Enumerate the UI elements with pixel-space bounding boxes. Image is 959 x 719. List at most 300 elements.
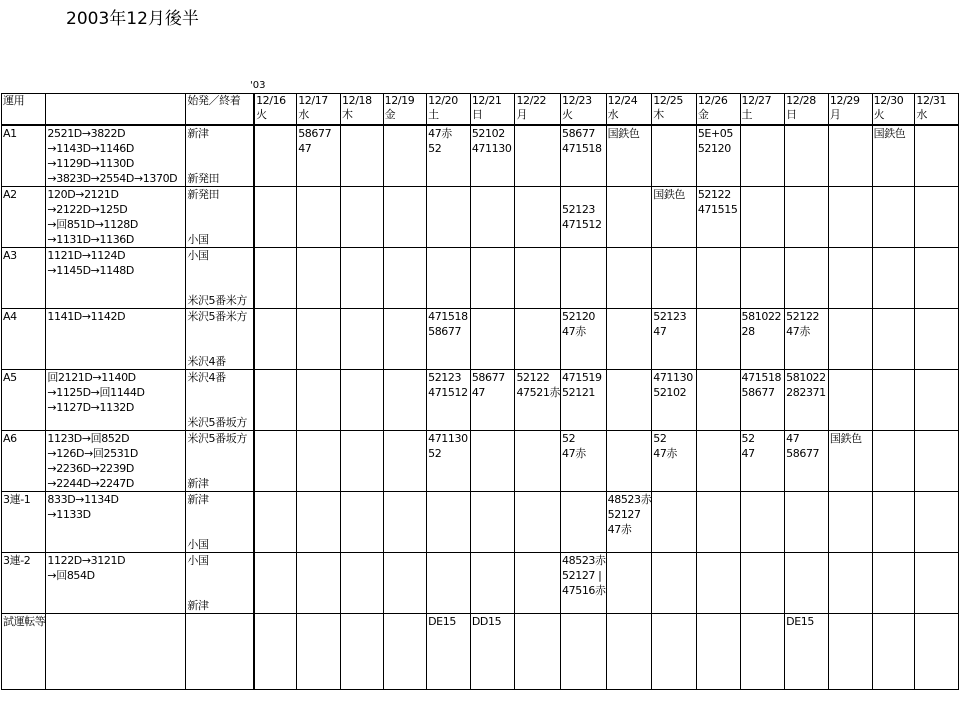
schedule-cell [828, 248, 872, 309]
schedule-cell [740, 370, 785, 431]
terminus-label: 米沢5番米方 [187, 294, 247, 307]
cell-line: 47赤 [562, 325, 586, 338]
schedule-cell [696, 431, 740, 492]
table-row [2, 125, 959, 187]
schedule-cell [297, 309, 341, 370]
table-row [2, 553, 959, 614]
schedule-cell [515, 187, 561, 248]
row-route [46, 248, 186, 309]
row-id-label: A6 [3, 432, 17, 445]
row-route [46, 125, 186, 187]
origin-terminus-box [187, 614, 253, 689]
schedule-cell [785, 309, 829, 370]
schedule-cell [652, 553, 697, 614]
route-line: →1129D→1130D [47, 157, 134, 170]
schedule-cell [561, 187, 607, 248]
table-row [2, 431, 959, 492]
cell-line: 471518 [428, 310, 468, 323]
schedule-cell [427, 614, 471, 690]
schedule-cell [515, 431, 561, 492]
schedule-cell [828, 431, 872, 492]
row-id [2, 431, 46, 492]
schedule-cell [785, 187, 829, 248]
schedule-cell [696, 187, 740, 248]
schedule-cell [828, 370, 872, 431]
date-label: 12/28 [786, 94, 816, 107]
schedule-cell [740, 614, 785, 690]
date-label: 12/16 [256, 94, 286, 107]
cell-line: 58677 [298, 127, 332, 140]
day-label: 土 [428, 108, 439, 121]
day-label: 月 [829, 108, 841, 121]
row-id [2, 248, 46, 309]
header-date-13 [785, 94, 829, 126]
cell-line: 28 [741, 325, 755, 338]
header-date-16 [915, 94, 959, 126]
day-label: 月 [516, 108, 528, 121]
schedule-cell [915, 431, 959, 492]
cell-line: 52123 [562, 203, 596, 216]
schedule-cell [254, 309, 297, 370]
row-origin-terminus [186, 125, 254, 187]
schedule-cell [740, 431, 785, 492]
row-id-label: A4 [3, 310, 17, 323]
origin-terminus-box [187, 309, 253, 369]
row-route [46, 553, 186, 614]
origin-label: 新発田 [187, 188, 220, 201]
schedule-cell [470, 187, 515, 248]
schedule-cell [427, 309, 471, 370]
cell-line: 58677 [786, 447, 820, 460]
schedule-cell [652, 431, 697, 492]
schedule-cell [561, 492, 607, 553]
schedule-cell [696, 370, 740, 431]
schedule-cell [383, 431, 426, 492]
schedule-cell [915, 614, 959, 690]
origin-terminus-box [187, 370, 253, 430]
schedule-cell [872, 431, 915, 492]
schedule-cell [341, 370, 384, 431]
cell-line: 52121 [562, 386, 596, 399]
cell-line: 47赤 [607, 523, 632, 536]
schedule-cell [740, 187, 785, 248]
date-label: 12/21 [471, 94, 502, 107]
schedule-cell [297, 553, 341, 614]
cell-line: 48523赤 [562, 554, 606, 567]
row-id [2, 370, 46, 431]
origin-label: 小国 [187, 249, 209, 262]
date-label: 12/31 [916, 94, 947, 107]
header-date-12 [740, 94, 785, 126]
schedule-cell [561, 125, 607, 187]
schedule-cell [652, 309, 697, 370]
schedule-cell [785, 431, 829, 492]
header-date-6 [470, 94, 515, 126]
schedule-cell [254, 553, 297, 614]
route-line: →回854D [47, 569, 95, 582]
schedule-cell [470, 125, 515, 187]
header-origin [186, 94, 254, 126]
terminus-label: 新発田 [187, 172, 220, 185]
schedule-cell [828, 309, 872, 370]
schedule-cell [915, 187, 959, 248]
schedule-cell [383, 614, 426, 690]
schedule-cell [561, 309, 607, 370]
origin-terminus-box [187, 187, 253, 247]
day-label: 火 [256, 108, 267, 121]
day-label: 金 [697, 108, 709, 121]
schedule-cell [515, 553, 561, 614]
schedule-cell [427, 125, 471, 187]
schedule-cell [785, 492, 829, 553]
schedule-cell [696, 309, 740, 370]
schedule-cell [297, 431, 341, 492]
cell-line: 47赤 [562, 447, 586, 460]
terminus-label: 小国 [187, 538, 209, 551]
schedule-cell [561, 248, 607, 309]
cell-line: 国鉄色 [873, 127, 906, 140]
schedule-cell [872, 492, 915, 553]
route-line: 1141D→1142D [47, 310, 126, 323]
row-id [2, 614, 46, 690]
cell-line: 58677 [741, 386, 775, 399]
cell-line: 47 [786, 432, 800, 445]
header-date-3 [341, 94, 384, 126]
route-line: 833D→1134D [47, 493, 119, 506]
cell-line: 52 [653, 432, 667, 445]
cell-line: 52127 [607, 508, 641, 521]
schedule-cell [561, 614, 607, 690]
schedule-cell [341, 248, 384, 309]
schedule-cell [696, 614, 740, 690]
schedule-cell [828, 614, 872, 690]
schedule-cell [470, 492, 515, 553]
schedule-cell [341, 187, 384, 248]
schedule-cell [254, 248, 297, 309]
route-line: 回2121D→1140D [47, 371, 136, 384]
cell-line: 国鉄色 [829, 432, 862, 445]
schedule-cell [341, 553, 384, 614]
cell-line: 48523赤 [607, 493, 652, 506]
row-id [2, 492, 46, 553]
header-date-9 [606, 94, 652, 126]
row-route [46, 614, 186, 690]
cell-line: 47 [471, 386, 486, 399]
cell-line: 国鉄色 [653, 188, 686, 201]
schedule-cell [254, 187, 297, 248]
schedule-cell [427, 553, 471, 614]
cell-line: 52 [428, 447, 442, 460]
cell-line: 52120 [562, 310, 596, 323]
schedule-cell [341, 614, 384, 690]
row-id-label: A2 [3, 188, 17, 201]
schedule-cell [427, 187, 471, 248]
header-unyo-label: 運用 [3, 94, 25, 107]
schedule-cell [427, 370, 471, 431]
header-origin-label: 始発／終着 [187, 94, 241, 107]
cell-line: 58677 [428, 325, 462, 338]
date-label: 12/29 [829, 94, 860, 107]
cell-line: 52123 [428, 371, 462, 384]
schedule-cell [872, 309, 915, 370]
schedule-cell [383, 248, 426, 309]
schedule-cell [915, 309, 959, 370]
schedule-cell [696, 492, 740, 553]
schedule-cell [470, 370, 515, 431]
header-date-11 [696, 94, 740, 126]
schedule-cell [383, 492, 426, 553]
schedule-cell [383, 125, 426, 187]
date-label: 12/22 [516, 94, 547, 107]
cell-line: 47赤 [653, 447, 678, 460]
table-row [2, 370, 959, 431]
schedule-cell [652, 187, 697, 248]
cell-line: DE15 [786, 615, 814, 628]
header-date-10 [652, 94, 697, 126]
schedule-cell [515, 309, 561, 370]
cell-line [562, 187, 606, 202]
schedule-cell [915, 492, 959, 553]
schedule-cell [785, 125, 829, 187]
schedule-cell [297, 187, 341, 248]
route-line: 1122D→3121D [47, 554, 126, 567]
row-id [2, 125, 46, 187]
header-unyo [2, 94, 46, 126]
origin-label: 米沢4番 [187, 371, 226, 384]
date-label: 12/20 [428, 94, 458, 107]
schedule-cell [561, 370, 607, 431]
day-label: 火 [562, 108, 573, 121]
header-date-14 [828, 94, 872, 126]
origin-terminus-box [187, 248, 253, 308]
cell-line: 471512 [428, 386, 468, 399]
schedule-cell [740, 309, 785, 370]
day-label: 日 [471, 108, 483, 121]
terminus-label: 新津 [187, 477, 209, 490]
cell-line: 581022 [786, 371, 826, 384]
date-label: 12/19 [384, 94, 415, 107]
cell-line: 52 [562, 432, 576, 445]
schedule-cell [740, 553, 785, 614]
cell-line: 471512 [562, 218, 602, 231]
day-label: 水 [607, 108, 619, 121]
header-date-15 [872, 94, 915, 126]
table-row [2, 492, 959, 553]
origin-label: 新津 [187, 127, 209, 140]
schedule-cell [606, 431, 652, 492]
schedule-cell [297, 370, 341, 431]
header-date-7 [515, 94, 561, 126]
cell-line: 471130 [471, 142, 512, 155]
schedule-cell [606, 614, 652, 690]
cell-line: 47 [653, 325, 667, 338]
schedule-cell [427, 248, 471, 309]
schedule-cell [515, 370, 561, 431]
cell-line: 471130 [653, 371, 693, 384]
date-label: 12/23 [562, 94, 592, 107]
row-route [46, 431, 186, 492]
cell-line: 52102 [471, 127, 505, 140]
row-id [2, 553, 46, 614]
origin-terminus-box [187, 553, 253, 613]
origin-label: 米沢5番坂方 [187, 432, 247, 445]
schedule-cell [254, 431, 297, 492]
terminus-label: 小国 [187, 233, 209, 246]
route-line: →2122D→125D [47, 203, 128, 216]
schedule-cell [915, 248, 959, 309]
schedule-cell [696, 248, 740, 309]
schedule-cell [606, 309, 652, 370]
schedule-cell [785, 553, 829, 614]
terminus-label: 新津 [187, 599, 209, 612]
row-id-label: A5 [3, 371, 17, 384]
origin-label: 新津 [187, 493, 209, 506]
schedule-cell [383, 553, 426, 614]
cell-line: 52122 [786, 310, 820, 323]
row-id [2, 187, 46, 248]
cell-line: 52 [428, 142, 442, 155]
day-label: 火 [873, 108, 885, 121]
schedule-cell [872, 370, 915, 431]
route-line: 1123D→回852D [47, 432, 130, 445]
cell-line: 471518 [741, 371, 782, 384]
origin-terminus-box [187, 492, 253, 552]
table-row [2, 614, 959, 690]
origin-terminus-box [187, 126, 253, 186]
schedule-cell [652, 370, 697, 431]
row-route [46, 309, 186, 370]
schedule-table [1, 93, 959, 690]
cell-line: 58677 [562, 127, 596, 140]
cell-line: 国鉄色 [607, 127, 640, 140]
schedule-cell [515, 125, 561, 187]
header-route [46, 94, 186, 126]
schedule-cell [470, 431, 515, 492]
schedule-cell [606, 248, 652, 309]
route-line: →1133D [47, 508, 91, 521]
route-line: →1125D→回1144D [47, 386, 145, 399]
day-label: 水 [916, 108, 928, 121]
schedule-cell [297, 614, 341, 690]
date-label: 12/30 [873, 94, 904, 107]
cell-line: 58677 [471, 371, 505, 384]
day-label: 木 [653, 108, 664, 121]
schedule-cell [828, 492, 872, 553]
cell-line: 471518 [562, 142, 602, 155]
day-label: 水 [298, 108, 309, 121]
cell-line: 47赤 [786, 325, 810, 338]
schedule-cell [561, 431, 607, 492]
table-row [2, 309, 959, 370]
schedule-cell [872, 125, 915, 187]
schedule-cell [872, 553, 915, 614]
header-date-5 [427, 94, 471, 126]
cell-line: 471519 [562, 371, 602, 384]
schedule-cell [828, 553, 872, 614]
year-note: '03 [250, 80, 266, 91]
route-line: 2521D→3822D [47, 127, 126, 140]
schedule-cell [297, 125, 341, 187]
schedule-cell [606, 187, 652, 248]
route-line: →1131D→1136D [47, 233, 134, 246]
schedule-cell [297, 248, 341, 309]
schedule-cell [652, 125, 697, 187]
row-origin-terminus [186, 492, 254, 553]
schedule-cell [785, 370, 829, 431]
row-route [46, 370, 186, 431]
schedule-cell [828, 187, 872, 248]
schedule-cell [696, 125, 740, 187]
schedule-cell [915, 125, 959, 187]
route-line: →126D→回2531D [47, 447, 138, 460]
date-label: 12/24 [607, 94, 638, 107]
row-origin-terminus [186, 614, 254, 690]
table-row [2, 248, 959, 309]
schedule-cell [872, 248, 915, 309]
schedule-cell [515, 614, 561, 690]
cell-line: 47 [741, 447, 755, 460]
schedule-cell [785, 248, 829, 309]
cell-line: 52127 | [562, 569, 602, 582]
date-label: 12/27 [741, 94, 772, 107]
origin-terminus-box [187, 431, 253, 491]
schedule-cell [652, 248, 697, 309]
schedule-cell [652, 492, 697, 553]
route-line: →1143D→1146D [47, 142, 134, 155]
schedule-cell [785, 614, 829, 690]
schedule-cell [872, 614, 915, 690]
schedule-cell [383, 309, 426, 370]
schedule-cell [652, 614, 697, 690]
cell-line: 5E+05 [697, 127, 733, 140]
cell-line: 52122 [516, 371, 550, 384]
schedule-cell [470, 614, 515, 690]
schedule-cell [515, 492, 561, 553]
schedule-cell [606, 553, 652, 614]
terminus-label: 米沢4番 [187, 355, 226, 368]
schedule-cell [561, 553, 607, 614]
schedule-cell [254, 125, 297, 187]
date-label: 12/25 [653, 94, 683, 107]
table-row [2, 187, 959, 248]
schedule-cell [341, 125, 384, 187]
schedule-cell [341, 309, 384, 370]
cell-line: 52122 [697, 188, 731, 201]
schedule-cell [872, 187, 915, 248]
route-line: 1121D→1124D [47, 249, 126, 262]
row-origin-terminus [186, 370, 254, 431]
schedule-cell [427, 492, 471, 553]
schedule-cell [740, 248, 785, 309]
route-line: →3823D→2554D→1370D [47, 172, 178, 185]
cell-line: DE15 [428, 615, 456, 628]
cell-line: 47516赤 [562, 584, 606, 597]
cell-line: 52102 [653, 386, 687, 399]
cell-line: 47赤 [428, 127, 452, 140]
route-line: →2244D→2247D [47, 477, 134, 490]
row-id [2, 309, 46, 370]
route-line: →1127D→1132D [47, 401, 134, 414]
cell-line: 282371 [786, 386, 826, 399]
row-origin-terminus [186, 553, 254, 614]
cell-line: 52123 [653, 310, 687, 323]
date-label: 12/17 [298, 94, 328, 107]
cell-line: 471130 [428, 432, 468, 445]
schedule-cell [254, 370, 297, 431]
schedule-cell [470, 553, 515, 614]
schedule-cell [470, 248, 515, 309]
schedule-cell [341, 431, 384, 492]
